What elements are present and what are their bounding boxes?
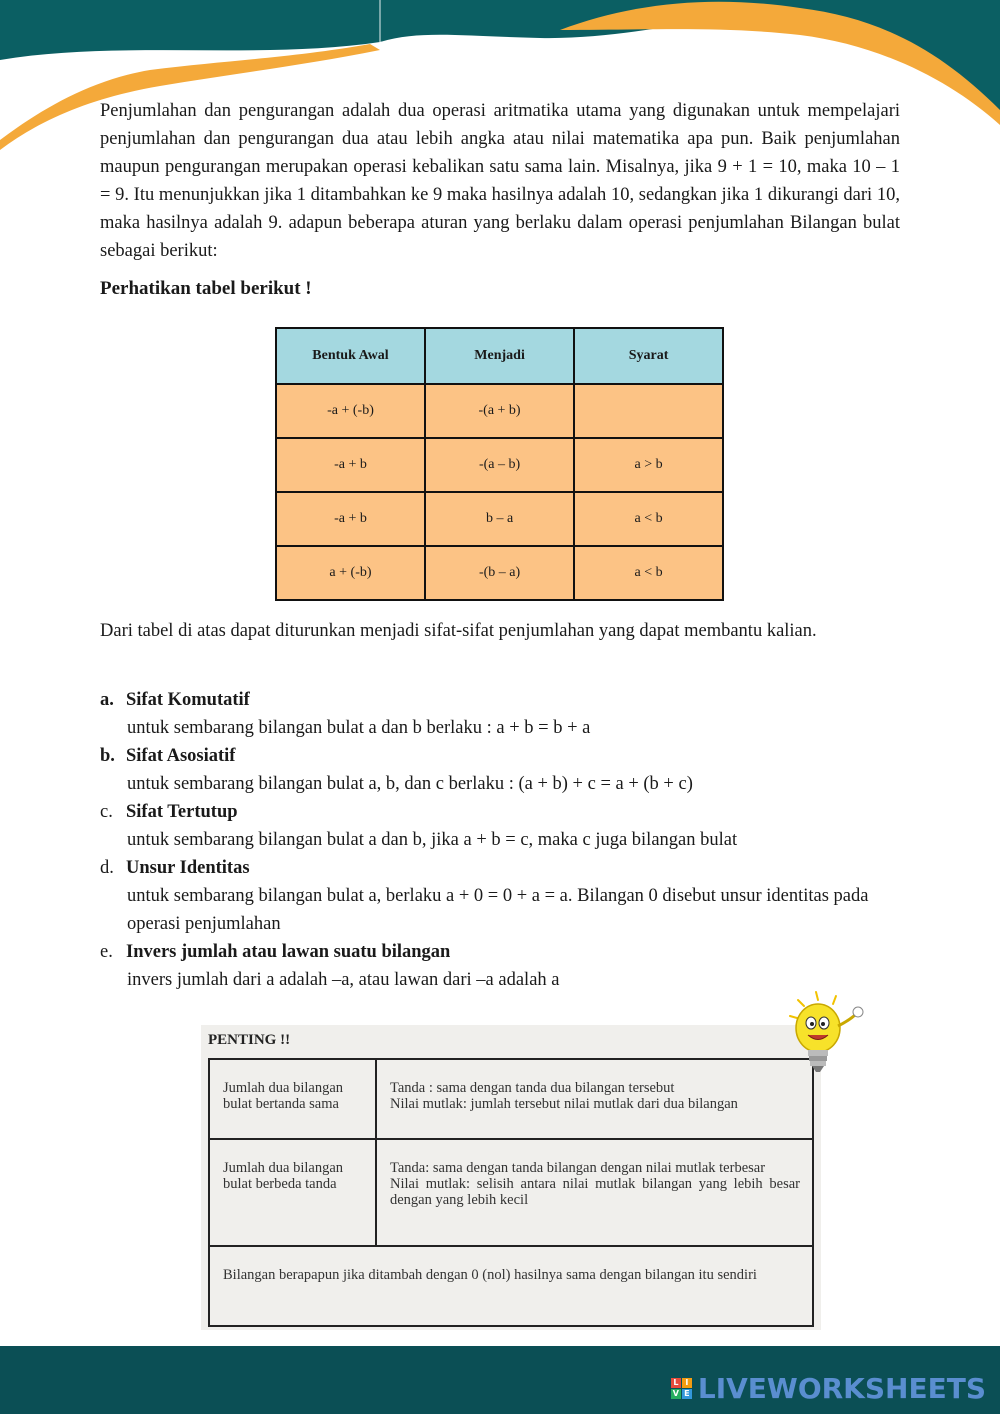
list-item [100,938,900,994]
table-row [276,384,723,438]
row1-right-line2: Nilai mutlak: jumlah tersebut nilai mutlak dari dua bilangan [390,1096,738,1112]
table-cell: -a + (-b) [276,384,425,438]
list-item [100,798,900,854]
header-syarat: Syarat [574,328,723,384]
penting-box [201,1025,821,1330]
item-description: untuk sembarang bilangan bulat a, b, dan c berlaku : (a + b) + c = a + (b + c) [127,774,693,794]
row3-note: Bilangan berapapun jika ditambah dengan 0 (nol) hasilnya sama dengan bilangan itu sendiri [209,1246,813,1326]
table-cell: -a + b [276,492,425,546]
table-cell: -(a – b) [425,438,574,492]
table-cell: b – a [425,492,574,546]
table-cell: -(a + b) [425,384,574,438]
list-item [100,854,900,938]
header-menjadi: Menjadi [425,328,574,384]
intro-paragraph: Penjumlahan dan pengurangan adalah dua operasi aritmatika utama yang digunakan untuk mempelajari penjumlahan dan pengurangan dua atau lebih angka atau nilai matematika apa pun. Baik penjumlahan maupun pengurangan merupakan operasi kebalikan satu sama lain. Misalnya, jika 9 + 1 = 10, maka 10 – 1 = 9. Itu menunjukkan jika 1 ditambahkan ke 9 maka hasilnya adalah 10, sedangkan jika 1 dikurangi dari 10, maka hasilnya adalah 9. adapun beberapa aturan yang berlaku dalam operasi penjumlahan Bilangan bulat sebagai berikut: [100,101,900,261]
item-description: invers jumlah dari a adalah –a, atau lawan dari –a adalah a [127,970,560,990]
penting-title: PENTING !! [208,1032,291,1048]
table-cell [574,384,723,438]
brand[interactable] [671,1372,986,1405]
list-item [100,742,900,798]
logo-letter: V [672,1389,679,1398]
table-header-row [276,328,723,384]
header-bentuk-awal: Bentuk Awal [276,328,425,384]
row1-right [376,1059,813,1139]
item-letter: e. [100,942,113,962]
row1-left: Jumlah dua bilangan bulat bertanda sama [209,1059,376,1139]
item-title: Invers jumlah atau lawan suatu bilangan [126,942,451,962]
item-letter: c. [100,802,113,822]
table-row [276,492,723,546]
row2-right-line1: Tanda: sama dengan tanda bilangan dengan nilai mutlak terbesar [390,1160,766,1176]
item-letter: a. [100,690,114,710]
item-description: untuk sembarang bilangan bulat a, berlaku a + 0 = 0 + a = a. Bilangan 0 disebut unsur identitas pada operasi penjumlahan [127,886,869,934]
table-cell: a < b [574,546,723,600]
after-table-paragraph: Dari tabel di atas dapat diturunkan menjadi sifat-sifat penjumlahan yang dapat membantu kalian. [100,621,817,641]
table-heading: Perhatikan tabel berikut ! [100,278,312,299]
lightbulb-icon [778,990,868,1082]
table-cell: a < b [574,492,723,546]
row2-right-line2: Nilai mutlak: selisih antara nilai mutlak bilangan yang lebih besar dengan yang lebih kecil [390,1176,800,1208]
table-cell: -a + b [276,438,425,492]
table-row [276,438,723,492]
item-title: Unsur Identitas [126,858,250,878]
item-letter: d. [100,858,114,878]
rules-table [275,327,724,601]
table-cell: a + (-b) [276,546,425,600]
logo-letter: E [682,1389,692,1399]
list-item [100,686,900,742]
row2-right [376,1139,813,1246]
table-row [209,1059,813,1139]
row2-left: Jumlah dua bilangan bulat berbeda tanda [209,1139,376,1246]
logo-letter: I [682,1378,692,1388]
item-title: Sifat Tertutup [126,802,238,822]
item-title: Sifat Asosiatif [126,746,236,766]
logo-letter: L [671,1378,681,1388]
table-cell: -(b – a) [425,546,574,600]
item-letter: b. [100,746,115,766]
item-title: Sifat Komutatif [126,690,250,710]
row1-right-line1: Tanda : sama dengan tanda dua bilangan tersebut [390,1080,675,1096]
brand-logo-icon [671,1378,692,1399]
item-description: untuk sembarang bilangan bulat a dan b berlaku : a + b = b + a [127,718,591,738]
table-row [276,546,723,600]
properties-list [100,686,900,994]
table-row [209,1246,813,1326]
table-row [209,1139,813,1246]
brand-name: LIVEWORKSHEETS [697,1372,986,1405]
item-description: untuk sembarang bilangan bulat a dan b, jika a + b = c, maka c juga bilangan bulat [127,830,738,850]
penting-table [208,1058,814,1327]
table-cell: a > b [574,438,723,492]
